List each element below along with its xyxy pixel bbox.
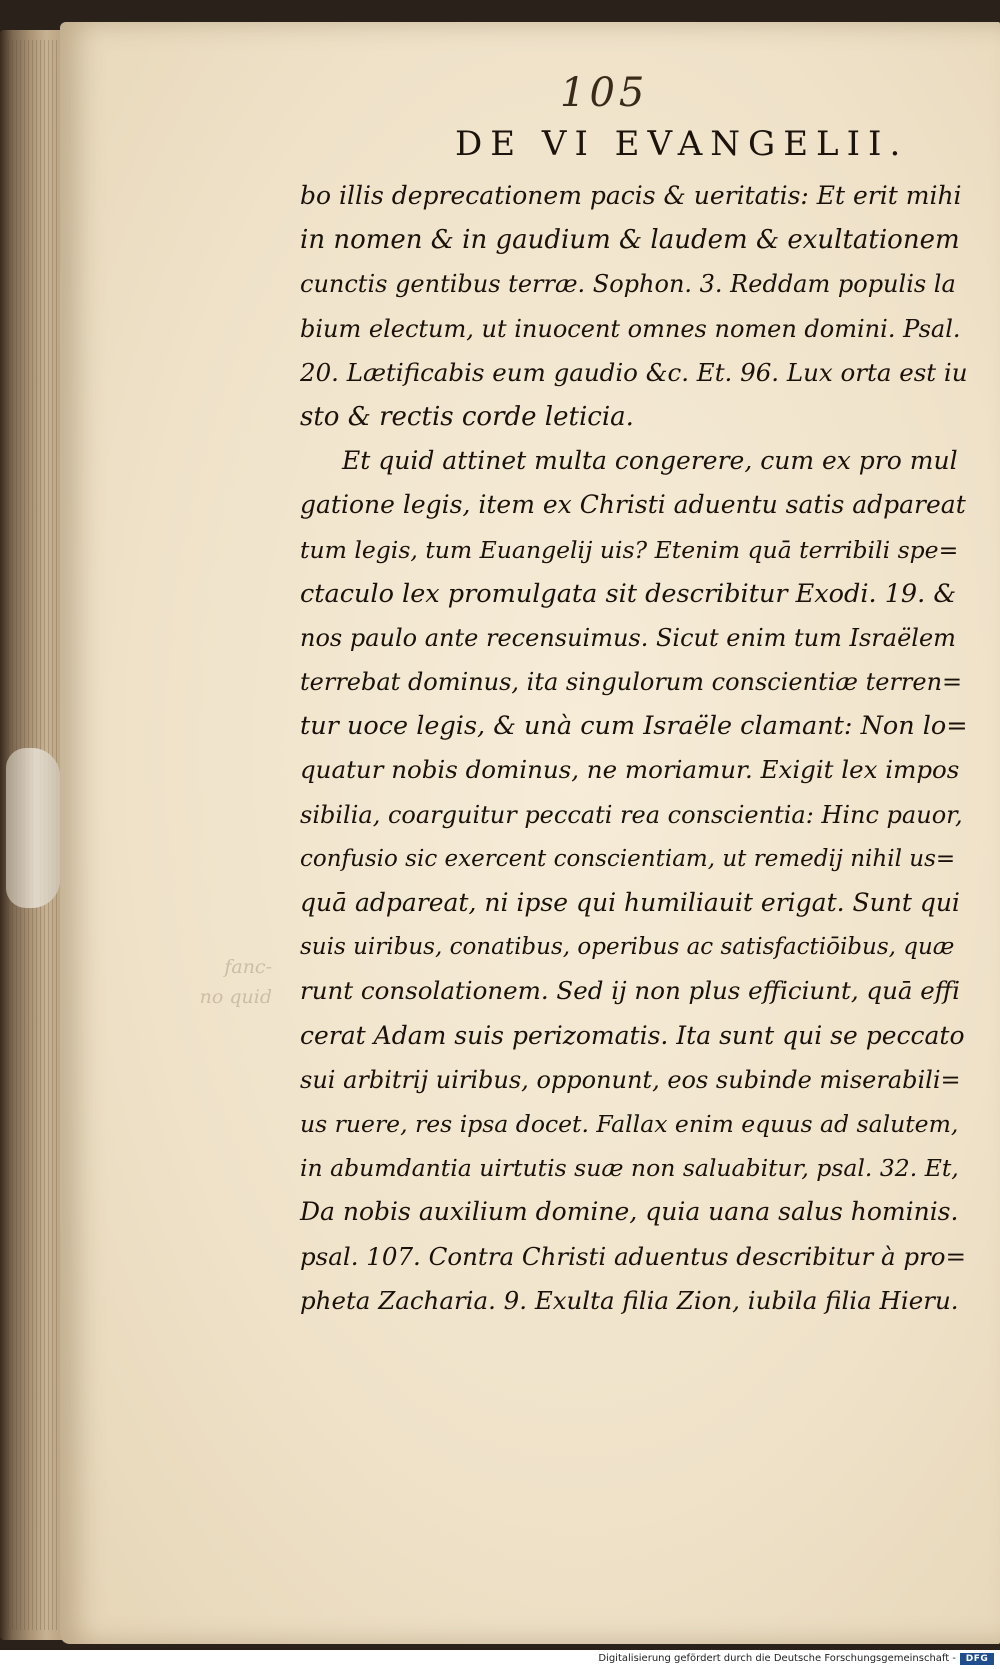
bleed-through-line: no quid — [199, 986, 272, 1008]
footer-bar — [0, 1651, 1000, 1669]
text-line: in nomen & in gaudium & laudem & exultationem — [300, 225, 960, 256]
paragraph-start-line: Et quid attinet multa congerere, cum ex pro mul — [342, 446, 958, 476]
text-line: suis uiribus, conatibus, operibus ac satisfactiōibus, quæ — [300, 934, 955, 961]
text-line: gatione legis, item ex Christi aduentu satis adpareat — [300, 490, 966, 520]
body-text — [300, 174, 968, 1323]
text-line: tum legis, tum Euangelij uis? Etenim quā terribili spe= — [300, 535, 959, 564]
bleed-through-line: fanc- — [224, 956, 272, 978]
text-line: sui arbitrij uiribus, opponunt, eos subinde miserabili= — [300, 1065, 961, 1094]
text-line: nos paulo ante recensuimus. Sicut enim tum Israëlem — [300, 623, 956, 652]
text-line: quā adpareat, ni ipse qui humiliauit erigat. Sunt qui — [300, 888, 960, 917]
text-line: quatur nobis dominus, ne moriamur. Exigit lex impos — [300, 755, 960, 785]
text-line: cunctis gentibus terræ. Sophon. 3. Reddam populis la — [300, 270, 956, 299]
text-line: ctaculo lex promulgata sit describitur Exodi. 19. & — [300, 578, 957, 609]
text-line: Da nobis auxilium domine, quia uana salus hominis. — [300, 1197, 959, 1227]
dfg-logo: DFG — [960, 1653, 994, 1665]
text-line: terrebat dominus, ita singulorum conscientiæ terren= — [300, 668, 963, 697]
text-line: 20. Lætificabis eum gaudio &c. Et. 96. Lux orta est iu — [300, 357, 968, 387]
text-line: psal. 107. Contra Christi aduentus describitur à pro= — [300, 1241, 967, 1271]
text-line: cerat Adam suis perizomatis. Ita sunt qui se peccato — [300, 1020, 965, 1050]
text-line: tur uoce legis, & unà cum Israële clamant: Non lo= — [300, 711, 968, 742]
running-head: DE VI EVANGELII. — [455, 124, 909, 164]
text-line: confusio sic exercent conscientiam, ut remedij nihil us= — [300, 845, 956, 872]
book-clamp — [6, 748, 60, 908]
text-line: runt consolationem. Sed ij non plus efficiunt, quā effi — [300, 976, 960, 1006]
text-line: in abumdantia uirtutis suæ non saluabitur, psal. 32. Et, — [300, 1154, 959, 1183]
text-line: pheta Zacharia. 9. Exulta filia Zion, iubila filia Hieru. — [300, 1285, 959, 1315]
text-line: bo illis deprecationem pacis & ueritatis: Et erit mihi — [300, 181, 962, 210]
folio-number: 105 — [560, 70, 649, 116]
text-line: sto & rectis corde leticia. — [300, 401, 634, 432]
bleed-through-text — [182, 952, 272, 1012]
text-line: bium electum, ut inuocent omnes nomen domini. Psal. — [300, 314, 961, 343]
funding-credit: Digitalisierung gefördert durch die Deutsche Forschungsgemeinschaft - — [598, 1653, 956, 1664]
book-page — [60, 22, 1000, 1644]
text-line: us ruere, res ipsa docet. Fallax enim equus ad salutem, — [300, 1109, 959, 1138]
text-line: sibilia, coarguitur peccati rea conscientia: Hinc pauor, — [300, 800, 963, 829]
